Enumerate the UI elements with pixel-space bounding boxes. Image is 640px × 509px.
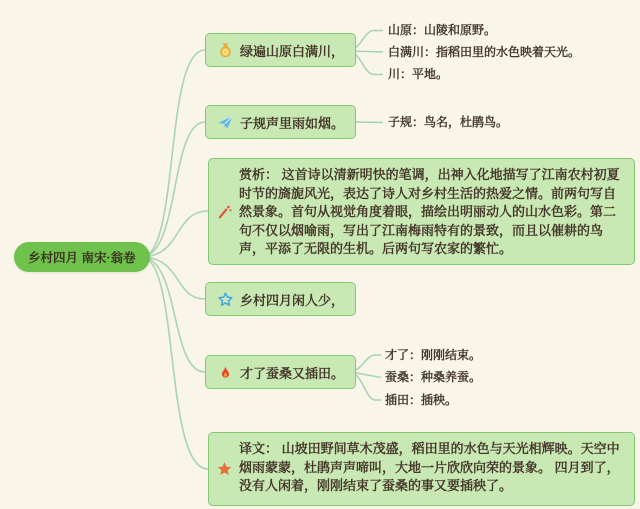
branch-node-line1[interactable]: [205, 33, 356, 67]
leaf-node[interactable]: 插田：插秧。: [385, 393, 458, 407]
branch-node-translation[interactable]: [208, 432, 635, 506]
pen-icon: [216, 203, 233, 220]
analysis-text: 赏析： 这首诗以清新明快的笔调，出神入化地描写了江南农村初夏时节的旖旎风光，表达了诗人对乡村生活的热爱之情。前两句写自然景象。首句从视觉角度着眼，描绘出明丽动人的山水色彩。第二句不仅以烟喻雨，写出了江南梅雨特有的景致，而且以催耕的鸟声，平添了无限的生机。后两句写农家的繁忙。: [239, 167, 620, 257]
branch-node-line2[interactable]: [205, 105, 356, 139]
leaf-node[interactable]: 白满川：指稻田里的水色映着天光。: [388, 45, 581, 59]
paper-plane-icon: [217, 114, 234, 131]
flame-icon: [217, 364, 234, 381]
branch-label: 才了蚕桑又插田。: [240, 365, 345, 381]
branch-label: 子规声里雨如烟。: [240, 115, 345, 131]
branch-node-line3[interactable]: [205, 282, 356, 316]
leaf-node[interactable]: 才了：刚刚结束。: [385, 348, 482, 362]
branch-node-line4[interactable]: [205, 355, 356, 389]
star-outline-icon: [217, 291, 234, 308]
medal-icon: [217, 42, 234, 59]
star-filled-icon: [216, 461, 233, 478]
root-node[interactable]: 乡村四月 南宋·翁卷: [14, 242, 150, 272]
leaf-node[interactable]: 山原：山陵和原野。: [388, 23, 497, 37]
leaf-node[interactable]: 蚕桑：种桑养蚕。: [385, 370, 482, 384]
leaf-node[interactable]: 子规：鸟名，杜鹃鸟。: [388, 115, 509, 129]
branch-label: 乡村四月闲人少，: [240, 292, 345, 308]
translation-text: 译文： 山坡田野间草木茂盛，稻田里的水色与天光相辉映。天空中烟雨蒙蒙，杜鹃声声啼叫，大地一片欣欣向荣的景象。 四月到了，没有人闲着，刚刚结束了蚕桑的事又要插秧了。: [239, 441, 620, 494]
branch-label: 绿遍山原白满川，: [240, 43, 345, 59]
branch-node-analysis[interactable]: [208, 158, 635, 265]
leaf-node[interactable]: 川：平地。: [388, 67, 449, 81]
